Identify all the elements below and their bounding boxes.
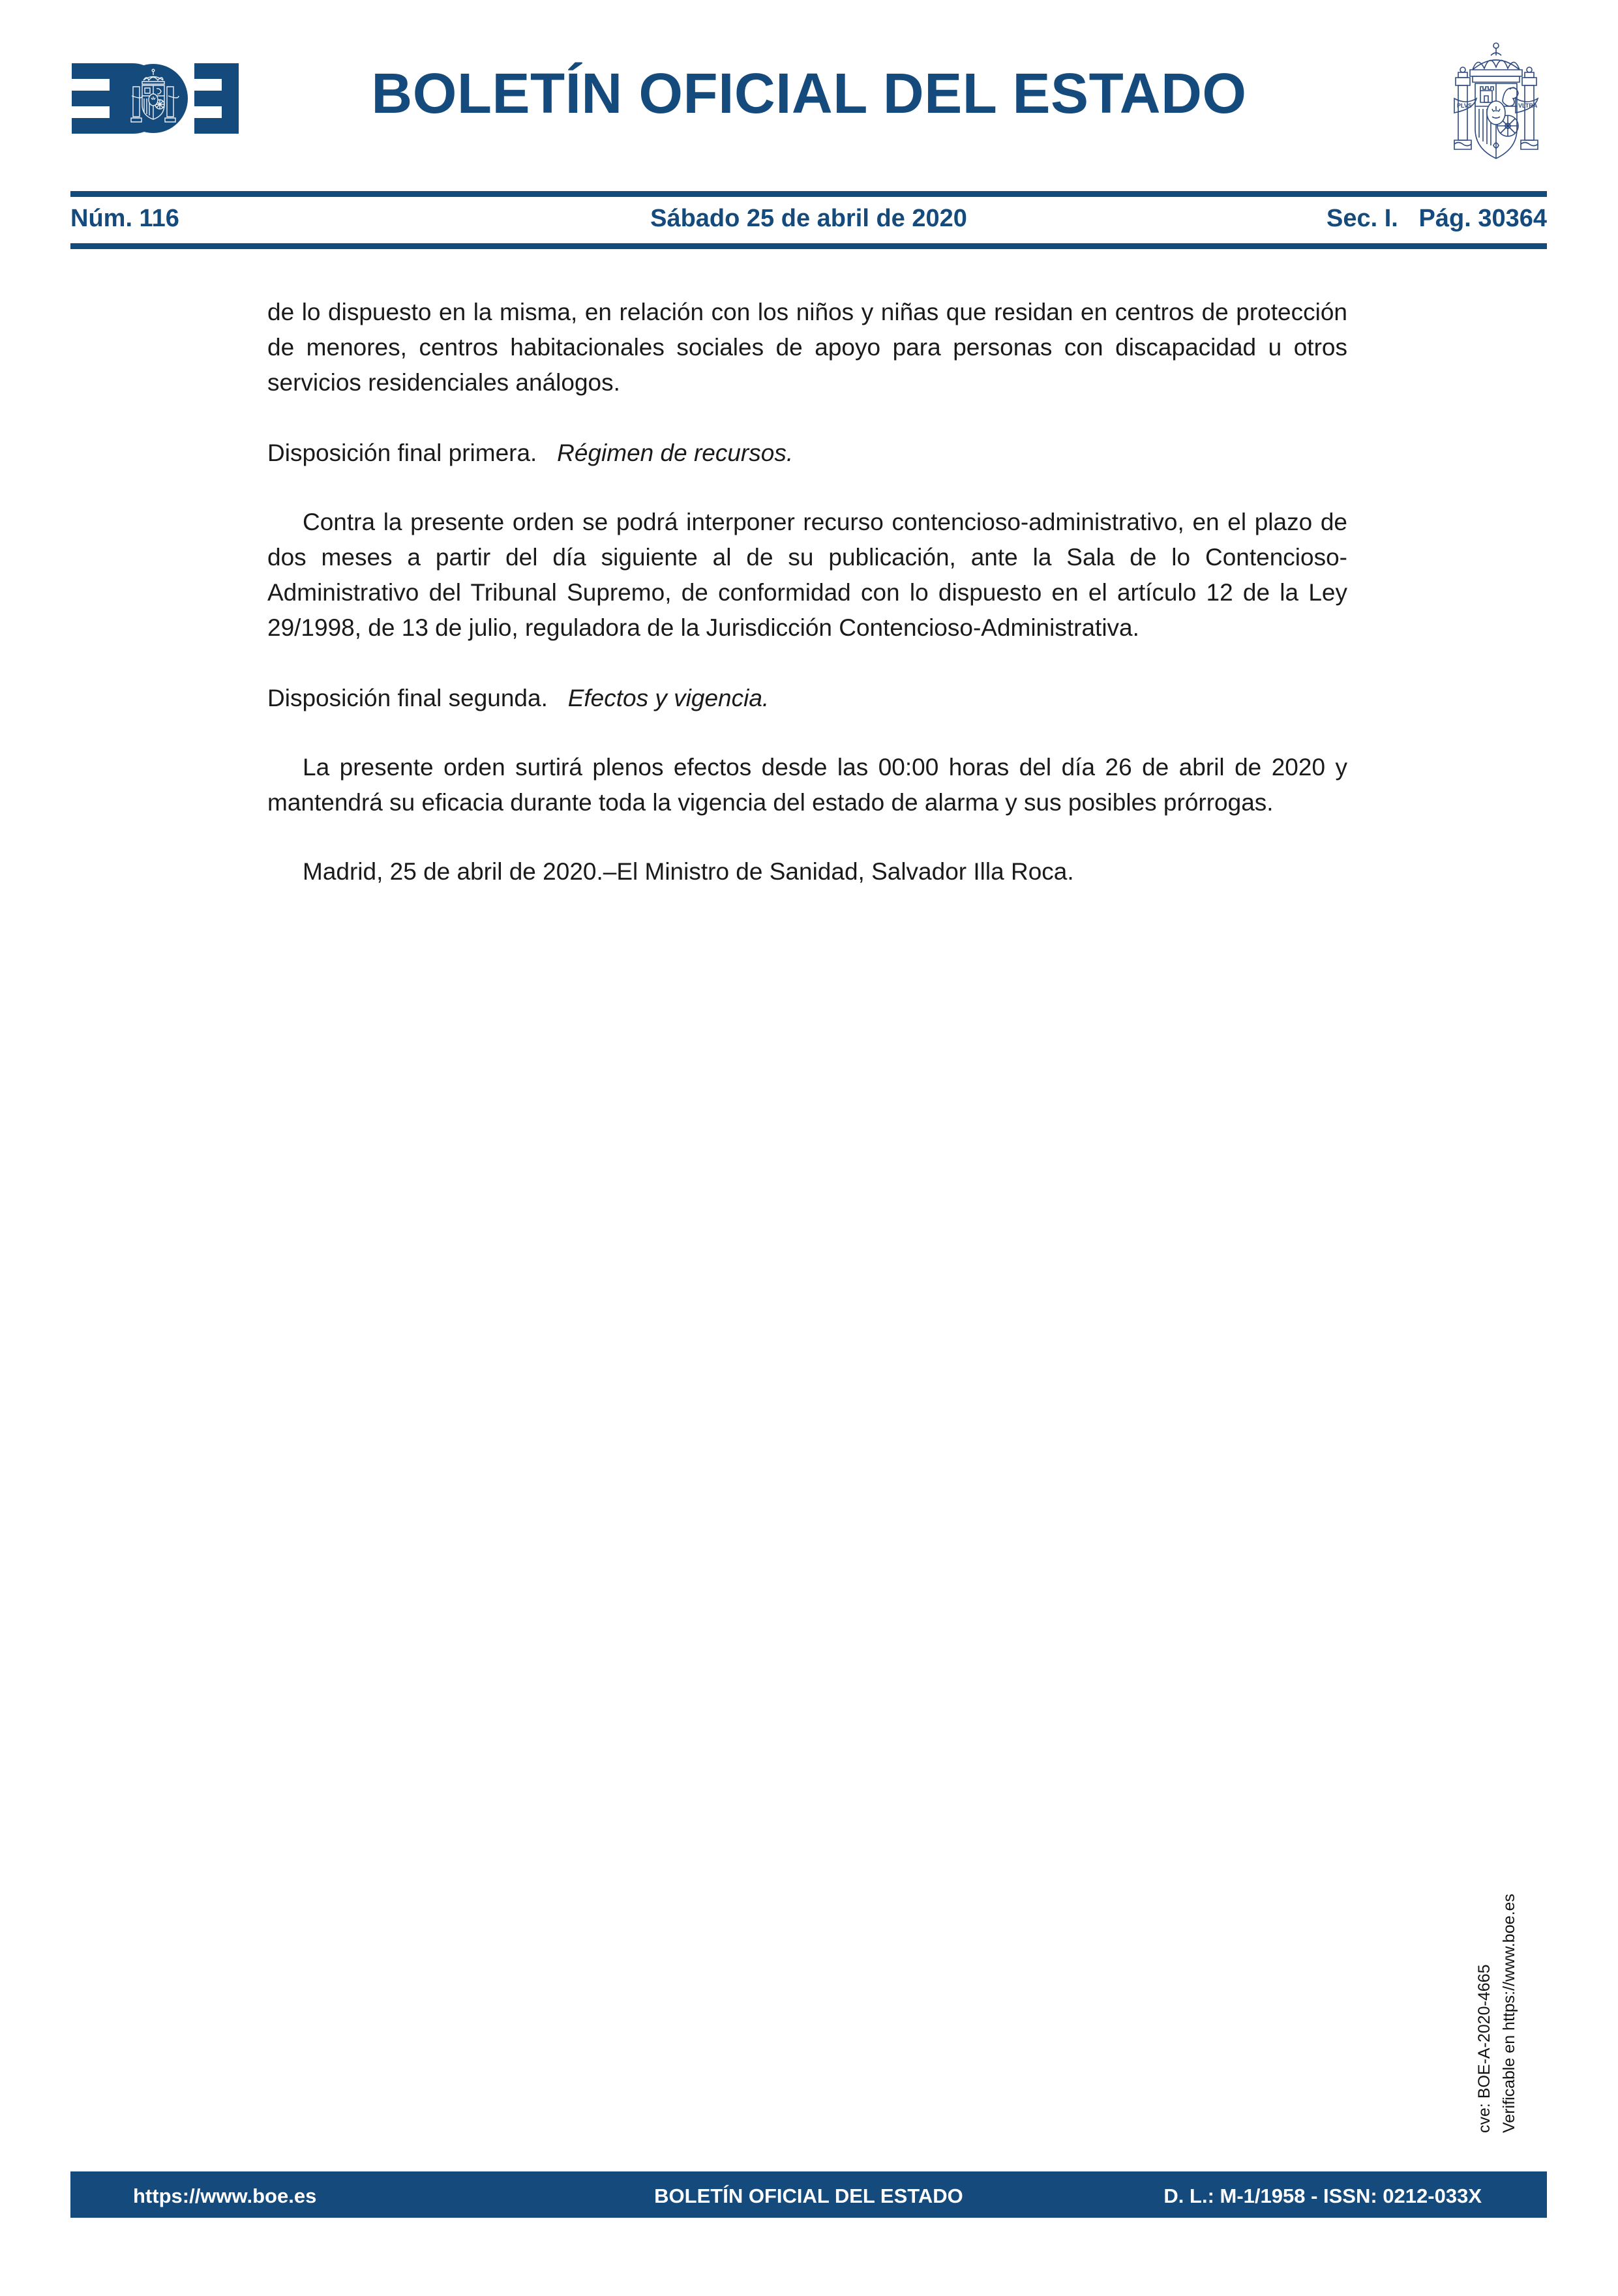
footer-title: BOLETÍN OFICIAL DEL ESTADO — [654, 2184, 963, 2207]
svg-text:PLVS: PLVS — [1457, 102, 1472, 109]
final-provision-two-label: Disposición final segunda. — [267, 685, 548, 711]
paragraph-continuation: de lo dispuesto en la misma, en relación con los niños y niñas que residan en centros de protección de menores, centros habitacionales sociales de apoyo para personas con discapacidad u otros servicios residenciales análogos. — [267, 299, 1347, 396]
footer-bar — [70, 2171, 1547, 2218]
svg-text:VLTRA: VLTRA — [1518, 102, 1538, 109]
footer-legal-deposit: D. L.: M-1/1958 - ISSN: 0212-033X — [1163, 2184, 1482, 2207]
final-provision-one-heading — [267, 436, 1347, 471]
section-and-page: Sec. I. Pág. 30364 — [1326, 205, 1547, 232]
header-rule-top — [70, 191, 1547, 197]
issue-number: Núm. 116 — [70, 205, 179, 232]
spain-coat-of-arms-icon — [1444, 36, 1548, 163]
final-provision-two-heading — [267, 681, 1347, 716]
spacer — [537, 440, 557, 466]
publication-date: Sábado 25 de abril de 2020 — [650, 205, 967, 232]
final-provision-one-title: Régimen de recursos. — [557, 440, 794, 466]
document-body — [267, 295, 1347, 889]
footer-url[interactable]: https://www.boe.es — [133, 2184, 317, 2207]
signature-line: Madrid, 25 de abril de 2020.–El Ministro de Sanidad, Salvador Illa Roca. — [303, 858, 1074, 885]
paragraph-appeals: Contra la presente orden se podrá interponer recurso contencioso-administrativo, en el plazo de dos meses a partir del día siguiente al de su publicación, ante la Sala de lo Contencioso-Administrativo del Tribunal Supremo, de conformidad con lo dispuesto en el artículo 12 de la Ley 29/1998, de 13 de julio, reguladora de la Jurisdicción Contencioso-Administrativa. — [267, 509, 1347, 641]
side-verification-meta — [1475, 1742, 1562, 2133]
cve-identifier: cve: BOE-A-2020-4665 — [1475, 1964, 1493, 2133]
verification-url: Verificable en https://www.boe.es — [1500, 1894, 1518, 2133]
paragraph-effects: La presente orden surtirá plenos efectos desde las 00:00 horas del día 26 de abril de 2020 y mantendrá su eficacia durante toda la vigencia del estado de alarma y sus posibles prórrogas. — [267, 754, 1347, 816]
masthead-title: BOLETÍN OFICIAL DEL ESTADO — [371, 62, 1247, 125]
masthead — [0, 0, 1618, 232]
final-provision-two-title: Efectos y vigencia. — [567, 685, 770, 711]
header-rule-bottom — [70, 243, 1547, 249]
header-info-line — [70, 200, 1547, 240]
final-provision-one-label: Disposición final primera. — [267, 440, 537, 466]
spacer — [548, 685, 568, 711]
